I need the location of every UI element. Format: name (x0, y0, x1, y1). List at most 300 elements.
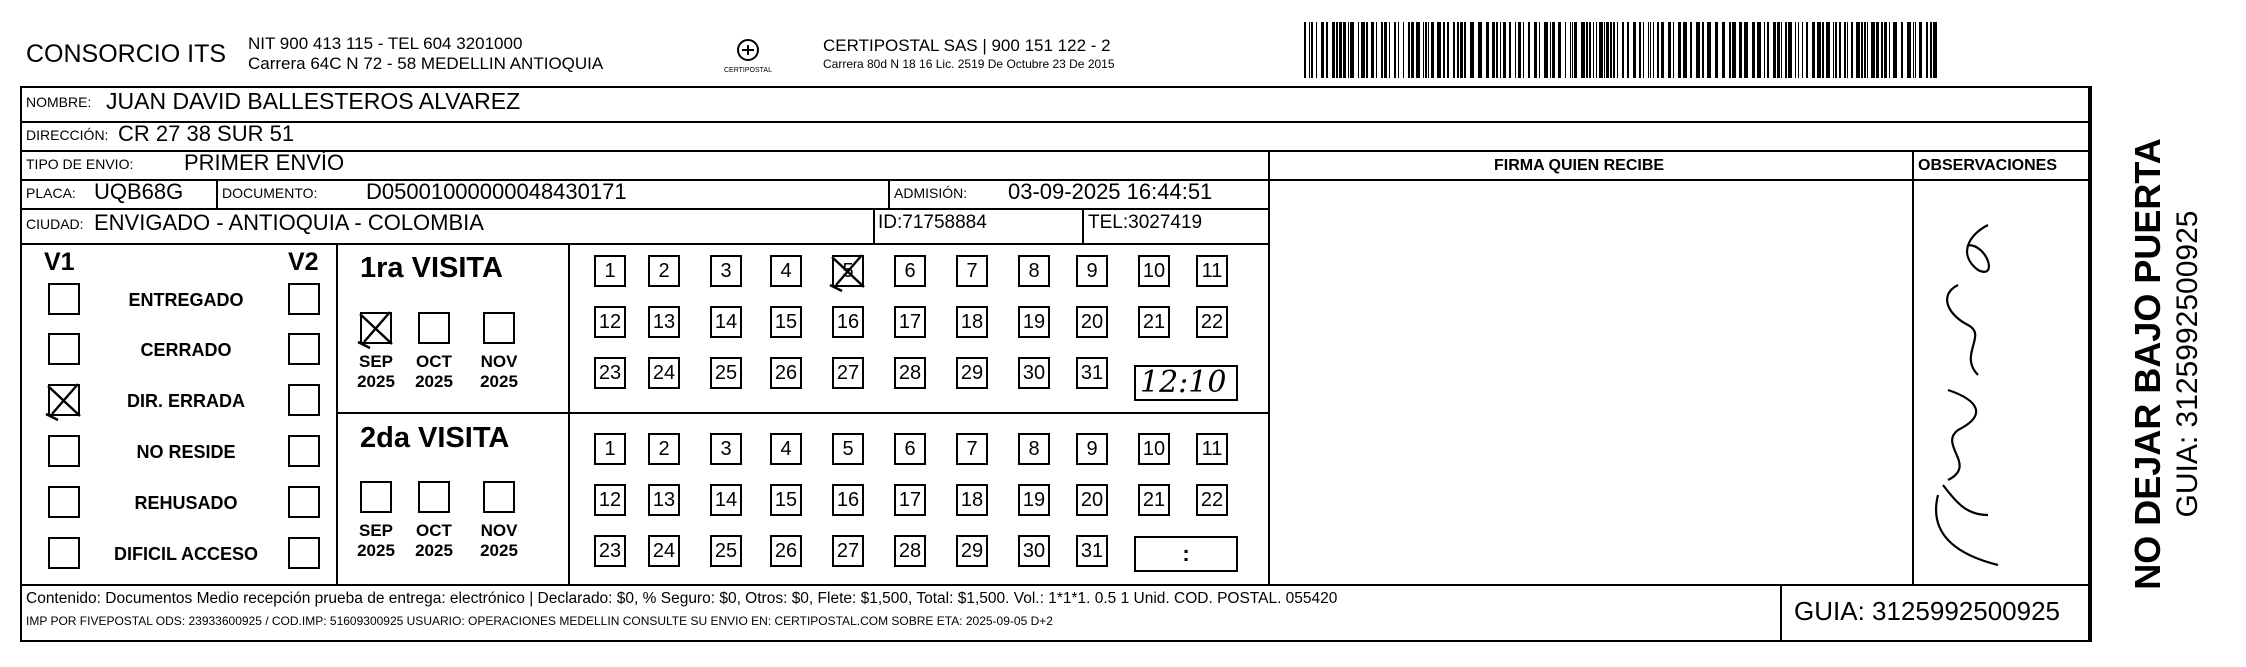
name-label: NOMBRE: (26, 94, 92, 110)
month-year: 2025 (357, 372, 395, 391)
logo-text: CERTIPOSTAL (724, 67, 772, 74)
barcode-bar (1528, 22, 1530, 78)
content-line: Contenido: Documentos Medio recepción prueba de entrega: electrónico | Declarado: $0, % Seguro: $0, Otros: $0, Flete: $1,500, Total: $1,500. Vol.: 1*1*1. 0.5 1 Unid. COD. POSTAL. 055420 (26, 590, 1338, 607)
barcode-bar (1817, 22, 1821, 78)
address-value: CR 27 38 SUR 51 (118, 121, 295, 146)
month-name: NOV (480, 352, 518, 371)
visit1-title: 1ra VISITA (360, 252, 503, 284)
reason-label: CERRADO (140, 340, 232, 360)
day-number: 24 (652, 361, 676, 384)
barcode-bar (1884, 22, 1887, 78)
day-number: 26 (774, 361, 798, 384)
day-cell[interactable] (956, 535, 988, 567)
day-cell[interactable] (956, 433, 988, 465)
barcode-bar (1767, 22, 1769, 78)
day-cell[interactable] (1138, 306, 1170, 338)
day-cell[interactable] (1018, 484, 1050, 516)
month-name: SEP (358, 352, 394, 371)
day-number: 7 (966, 259, 978, 282)
observations-header: OBSERVACIONES (1918, 157, 2057, 174)
barcode-bar (1558, 22, 1561, 78)
barcode-bar (1627, 22, 1629, 78)
barcode-bar (1739, 22, 1742, 78)
barcode-bar (1565, 22, 1566, 78)
city-value: ENVIGADO - ANTIOQUIA - COLOMBIA (94, 210, 484, 235)
v1-label: V1 (44, 248, 75, 276)
tel-value: TEL:3027419 (1088, 212, 1203, 233)
month-year: 2025 (480, 372, 518, 391)
barcode-bar (1486, 22, 1489, 78)
barcode-bar (1798, 22, 1799, 78)
visit1-time-box[interactable] (1134, 365, 1238, 401)
day-number: 8 (1028, 437, 1040, 460)
day-number: 4 (780, 259, 792, 282)
reason-label: DIR. ERRADA (126, 391, 245, 411)
barcode-bar (1919, 22, 1922, 78)
month-checkbox[interactable] (418, 312, 450, 344)
day-cell[interactable] (594, 535, 626, 567)
day-number: 8 (1028, 259, 1040, 282)
reason-label: REHUSADO (134, 493, 238, 513)
day-number: 12 (598, 310, 622, 333)
barcode-bar (1572, 22, 1573, 78)
day-number: 22 (1200, 310, 1224, 333)
barcode-bar (1744, 22, 1748, 78)
barcode-bar (1764, 22, 1765, 78)
day-number: 13 (652, 488, 676, 511)
day-cell[interactable] (770, 433, 802, 465)
day-cell[interactable] (832, 433, 864, 465)
v2-checkbox[interactable] (288, 333, 320, 365)
company-address: Carrera 64C N 72 - 58 MEDELLIN ANTIOQUIA (248, 54, 604, 73)
day-cell[interactable] (710, 433, 742, 465)
v1-checkbox[interactable] (48, 537, 80, 569)
day-cell[interactable] (1196, 255, 1228, 287)
day-number: 5 (842, 437, 854, 460)
day-number: 26 (774, 539, 798, 562)
barcode-bar (1443, 22, 1445, 78)
company-name: CONSORCIO ITS (26, 40, 227, 68)
day-cell[interactable] (1196, 306, 1228, 338)
barcode-bar (1795, 22, 1796, 78)
v2-checkbox[interactable] (288, 384, 320, 416)
barcode-bar (1371, 22, 1374, 78)
day-cell[interactable] (710, 535, 742, 567)
barcode-bar (1309, 22, 1310, 78)
barcode-bar (1606, 22, 1609, 78)
v2-checkbox[interactable] (288, 283, 320, 315)
barcode-bar (1596, 22, 1597, 78)
day-number: 23 (598, 361, 622, 384)
day-cell[interactable] (1018, 357, 1050, 389)
day-cell[interactable] (710, 484, 742, 516)
day-cell[interactable] (770, 306, 802, 338)
barcode-bar (1839, 22, 1841, 78)
barcode-bar (1933, 22, 1937, 78)
side-notice-main: NO DEJAR BAJO PUERTA (2127, 138, 2168, 590)
day-cell[interactable] (832, 357, 864, 389)
day-cell[interactable] (956, 255, 988, 287)
day-number: 10 (1142, 259, 1166, 282)
barcode-bar (1683, 22, 1687, 78)
day-number: 14 (714, 310, 738, 333)
send-type-value: PRIMER ENVÍO (184, 150, 345, 175)
day-number: 25 (714, 539, 738, 562)
barcode-bar (1470, 22, 1474, 78)
day-number: 27 (836, 539, 860, 562)
barcode-bar (1339, 22, 1342, 78)
day-cell[interactable] (1196, 433, 1228, 465)
barcode-bar (1492, 22, 1495, 78)
month-checkbox[interactable] (360, 481, 392, 513)
barcode-bar (1304, 22, 1306, 78)
day-cell[interactable] (956, 357, 988, 389)
company-nit: NIT 900 413 115 - TEL 604 3201000 (248, 34, 523, 53)
day-cell[interactable] (1018, 535, 1050, 567)
day-number: 5 (842, 259, 854, 282)
reason-label: NO RESIDE (136, 442, 236, 462)
visit2-time-value: : (1182, 541, 1190, 566)
day-cell[interactable] (832, 306, 864, 338)
v2-checkbox[interactable] (288, 537, 320, 569)
barcode-bar (1822, 22, 1824, 78)
day-cell[interactable] (1076, 484, 1108, 516)
barcode-bar (1428, 22, 1429, 78)
day-cell[interactable] (1076, 433, 1108, 465)
barcode-bar (1707, 22, 1711, 78)
day-cell[interactable] (648, 306, 680, 338)
barcode-bar (1376, 22, 1377, 78)
day-cell[interactable] (1138, 433, 1170, 465)
side-notice (2096, 86, 2236, 642)
day-number: 17 (898, 488, 922, 511)
barcode-bar (1833, 22, 1834, 78)
barcode-bar (1915, 22, 1916, 78)
barcode-bar (1668, 22, 1671, 78)
day-number: 4 (780, 437, 792, 460)
check-x-icon (828, 251, 868, 291)
barcode-bar (1586, 22, 1588, 78)
day-cell[interactable] (770, 535, 802, 567)
barcode-bar (1752, 22, 1755, 78)
day-number: 31 (1080, 539, 1104, 562)
day-number: 23 (598, 539, 622, 562)
barcode-bar (1812, 22, 1815, 78)
day-number: 15 (774, 310, 798, 333)
barcode-bar (1336, 22, 1338, 78)
day-cell[interactable] (1076, 357, 1108, 389)
day-number: 6 (904, 437, 916, 460)
barcode-bar (1509, 22, 1511, 78)
day-cell[interactable] (1076, 255, 1108, 287)
v2-checkbox[interactable] (288, 435, 320, 467)
day-number: 11 (1201, 259, 1223, 282)
day-number: 29 (960, 539, 984, 562)
barcode-bar (1729, 22, 1731, 78)
barcode-bar (1653, 22, 1654, 78)
barcode-bar (1613, 22, 1615, 78)
day-cell[interactable] (894, 357, 926, 389)
day-cell[interactable] (1018, 306, 1050, 338)
barcode-bar (1715, 22, 1718, 78)
barcode-bar (1398, 22, 1399, 78)
visit2-title: 2da VISITA (360, 422, 510, 454)
day-cell[interactable] (710, 357, 742, 389)
address-label: DIRECCIÓN: (26, 127, 109, 143)
month-name: OCT (416, 352, 452, 371)
barcode-bar (1550, 22, 1551, 78)
day-number: 7 (966, 437, 978, 460)
day-number: 17 (898, 310, 922, 333)
barcode-bar (1394, 22, 1396, 78)
barcode-bar (1589, 22, 1591, 78)
barcode-bar (1408, 22, 1410, 78)
barcode-bar (1423, 22, 1424, 78)
admission-label: ADMISIÓN: (894, 185, 968, 201)
certipostal-logo-icon (724, 34, 772, 78)
name-value: JUAN DAVID BALLESTEROS ALVAREZ (106, 88, 521, 114)
barcode-bar (1806, 22, 1808, 78)
barcode-bar (1835, 22, 1837, 78)
barcode-bar (1403, 22, 1404, 78)
day-cell[interactable] (648, 433, 680, 465)
barcode-bar (1732, 22, 1736, 78)
barcode-bar (1500, 22, 1501, 78)
day-number: 28 (898, 539, 922, 562)
barcode-bar (1881, 22, 1883, 78)
day-number: 21 (1142, 310, 1166, 333)
barcode-bar (1381, 22, 1383, 78)
side-notice-guia: GUIA: 3125992500925 (2171, 210, 2204, 518)
day-cell[interactable] (710, 255, 742, 287)
barcode-bar (1358, 22, 1359, 78)
day-cell[interactable] (1196, 484, 1228, 516)
barcode-bar (1901, 22, 1903, 78)
day-number: 2 (658, 259, 670, 282)
barcode-bar (1447, 22, 1449, 78)
month-checkbox[interactable] (418, 481, 450, 513)
day-number: 24 (652, 539, 676, 562)
visit1-time-value: 12:10 (1140, 365, 1227, 400)
day-cell[interactable] (832, 484, 864, 516)
day-cell[interactable] (1138, 484, 1170, 516)
barcode-bar (1788, 22, 1792, 78)
day-number: 1 (604, 437, 616, 460)
barcode-bar (1617, 22, 1618, 78)
barcode-bar (1871, 22, 1875, 78)
day-cell[interactable] (648, 357, 680, 389)
day-cell[interactable] (648, 255, 680, 287)
barcode-bar (1650, 22, 1651, 78)
v1-checkbox[interactable] (48, 435, 80, 467)
v1-checkbox[interactable] (48, 283, 80, 315)
month-name: NOV (480, 521, 518, 540)
month-checkbox[interactable] (483, 312, 515, 344)
day-cell[interactable] (894, 255, 926, 287)
barcode-bar (1678, 22, 1681, 78)
day-cell[interactable] (594, 357, 626, 389)
barcode-bar (1343, 22, 1346, 78)
day-cell[interactable] (894, 433, 926, 465)
barcode-bar (1604, 22, 1605, 78)
barcode-bar (1826, 22, 1830, 78)
document-label: DOCUMENTO: (222, 185, 318, 201)
day-number: 3 (720, 437, 732, 460)
barcode-bar (1425, 22, 1427, 78)
barcode-bar (1496, 22, 1498, 78)
day-cell[interactable] (710, 306, 742, 338)
day-cell[interactable] (1018, 433, 1050, 465)
day-number: 9 (1086, 437, 1098, 460)
day-cell[interactable] (1138, 255, 1170, 287)
day-number: 27 (836, 361, 860, 384)
plate-value: UQB68G (94, 179, 184, 204)
imp-line: IMP POR FIVEPOSTAL ODS: 23933600925 / COD.IMP: 51609300925 USUARIO: OPERACIONES MEDELLIN CONSULTE SU ENVIO EN: CERTIPOSTAL.COM SOBRE ETA: 2025-09-05 D+2 (26, 614, 1053, 628)
signature-header: FIRMA QUIEN RECIBE (1494, 157, 1665, 174)
day-number: 19 (1022, 488, 1046, 511)
barcode-bar (1913, 22, 1914, 78)
barcode-bar (1777, 22, 1780, 78)
barcode-bar (1316, 22, 1317, 78)
v1-checkbox[interactable] (48, 333, 80, 365)
barcode-bar (1539, 22, 1540, 78)
barcode-bar (1893, 22, 1897, 78)
day-cell[interactable] (894, 306, 926, 338)
barcode-bar (1785, 22, 1787, 78)
barcode-bar (1844, 22, 1846, 78)
barcode-bar (1389, 22, 1390, 78)
day-cell[interactable] (894, 484, 926, 516)
barcode-bar (1350, 22, 1354, 78)
barcode-bar (1437, 22, 1441, 78)
day-cell[interactable] (832, 535, 864, 567)
barcode-bar (1690, 22, 1692, 78)
day-number: 11 (1201, 437, 1223, 460)
month-year: 2025 (357, 541, 395, 560)
day-number: 29 (960, 361, 984, 384)
barcode-bar (1856, 22, 1860, 78)
month-name: OCT (416, 521, 452, 540)
city-label: CIUDAD: (26, 216, 84, 232)
v1-checkbox[interactable] (48, 384, 80, 416)
day-cell[interactable] (594, 484, 626, 516)
visit2-time-box[interactable] (1134, 536, 1238, 572)
barcode-bar (1722, 22, 1725, 78)
day-cell[interactable] (956, 484, 988, 516)
partner-line: CERTIPOSTAL SAS | 900 151 122 - 2 (823, 36, 1111, 55)
day-cell[interactable] (648, 484, 680, 516)
day-cell[interactable] (770, 357, 802, 389)
barcode-bar (1464, 22, 1466, 78)
barcode-bar (1332, 22, 1335, 78)
barcode-bar (1610, 22, 1612, 78)
barcode-bar (1311, 22, 1313, 78)
day-number: 1 (604, 259, 616, 282)
day-cell[interactable] (832, 255, 864, 287)
day-cell[interactable] (594, 255, 626, 287)
day-number: 28 (898, 361, 922, 384)
barcode-bar (1460, 22, 1463, 78)
day-cell[interactable] (594, 306, 626, 338)
barcode-bar (1326, 22, 1328, 78)
barcode-bar (1802, 22, 1803, 78)
barcode-bar (1384, 22, 1387, 78)
plate-label: PLACA: (26, 185, 76, 201)
v2-checkbox[interactable] (288, 486, 320, 518)
day-number: 21 (1142, 488, 1166, 511)
month-checkbox[interactable] (483, 481, 515, 513)
barcode-bar (1633, 22, 1636, 78)
id-value: ID:71758884 (878, 212, 987, 233)
barcode-bar (1581, 22, 1585, 78)
day-cell[interactable] (1076, 306, 1108, 338)
barcode-bar (1930, 22, 1932, 78)
barcode-bar (1867, 22, 1868, 78)
day-number: 2 (658, 437, 670, 460)
barcode-bar (1673, 22, 1674, 78)
barcode-bar (1574, 22, 1577, 78)
check-x-icon (44, 380, 84, 420)
barcode-bar (1876, 22, 1879, 78)
day-number: 20 (1080, 310, 1104, 333)
day-number: 13 (652, 310, 676, 333)
barcode-bar (1366, 22, 1368, 78)
day-cell[interactable] (770, 255, 802, 287)
v2-label: V2 (288, 248, 319, 276)
barcode-bar (1781, 22, 1782, 78)
send-type-label: TIPO DE ENVIO: (26, 156, 134, 172)
barcode-bar (1411, 22, 1414, 78)
barcode-bar (1622, 22, 1624, 78)
barcode-bar (1544, 22, 1548, 78)
month-checkbox[interactable] (360, 312, 392, 344)
day-cell[interactable] (956, 306, 988, 338)
day-cell[interactable] (894, 535, 926, 567)
license-line: Carrera 80d N 18 16 Lic. 2519 De Octubre 23 De 2015 (823, 57, 1115, 71)
barcode-bar (1661, 22, 1664, 78)
day-cell[interactable] (648, 535, 680, 567)
barcode-bar (1348, 22, 1349, 78)
day-number: 14 (714, 488, 738, 511)
month-year: 2025 (415, 541, 453, 560)
handwritten-signature (1918, 215, 2018, 575)
day-number: 30 (1022, 361, 1046, 384)
day-cell[interactable] (1018, 255, 1050, 287)
day-cell[interactable] (1076, 535, 1108, 567)
barcode-bar (1431, 22, 1434, 78)
barcode-bar (1599, 22, 1603, 78)
barcode-bar (1864, 22, 1866, 78)
admission-value: 03-09-2025 16:44:51 (1008, 179, 1213, 204)
barcode-bar (1696, 22, 1700, 78)
day-number: 16 (836, 310, 860, 333)
barcode-bar (1861, 22, 1863, 78)
day-number: 20 (1080, 488, 1104, 511)
barcode-bar (1773, 22, 1776, 78)
barcode-bar (1657, 22, 1659, 78)
day-number: 12 (598, 488, 622, 511)
day-cell[interactable] (594, 433, 626, 465)
barcode-bar (1889, 22, 1890, 78)
barcode-bar (1570, 22, 1571, 78)
day-cell[interactable] (770, 484, 802, 516)
day-number: 16 (836, 488, 860, 511)
barcode-bar (1457, 22, 1459, 78)
day-number: 6 (904, 259, 916, 282)
day-number: 19 (1022, 310, 1046, 333)
v1-checkbox[interactable] (48, 486, 80, 518)
day-number: 31 (1080, 361, 1104, 384)
